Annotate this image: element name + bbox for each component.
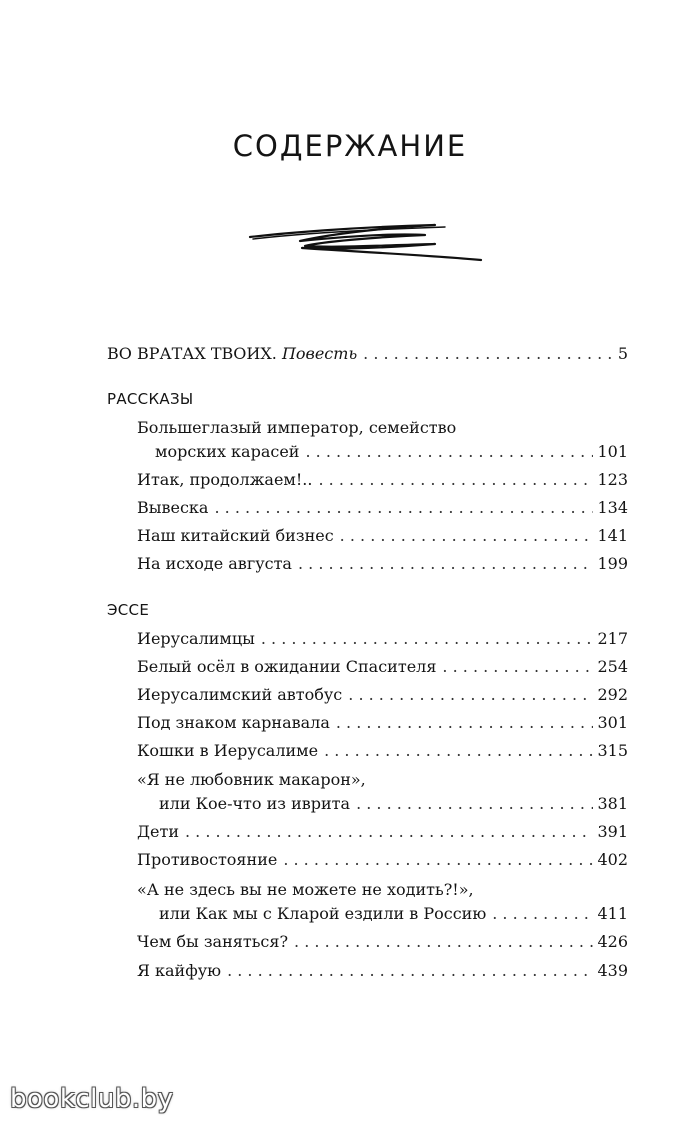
- leader-dots: [227, 960, 593, 982]
- toc-entry: [137, 525, 628, 547]
- toc-entry-title: Дети: [137, 822, 179, 841]
- main-title: ВО ВРАТАХ ТВОИХ.: [107, 344, 277, 363]
- toc-entry: [137, 740, 628, 762]
- toc-entry: [159, 903, 628, 925]
- page-number: 217: [597, 629, 628, 648]
- leader-dots: [214, 497, 593, 519]
- page-number: 134: [597, 498, 628, 517]
- toc-entry: [137, 656, 628, 678]
- toc-entry-title: или Как мы с Кларой ездили в Россию: [159, 904, 487, 923]
- leader-dots: [356, 793, 593, 815]
- toc-entry-title-line1: Большеглазый император, семейство: [137, 418, 457, 437]
- toc-entry: [155, 441, 628, 463]
- toc-entry: [137, 931, 628, 953]
- toc-entry-main: [107, 343, 628, 365]
- leader-dots: [442, 656, 593, 678]
- page-number: 315: [597, 741, 628, 760]
- page-number: 199: [597, 554, 628, 573]
- section-heading-essays: ЭССЕ: [107, 601, 150, 619]
- toc-entry: [137, 960, 628, 982]
- page-number: 123: [597, 470, 628, 489]
- leader-dots: [305, 441, 593, 463]
- toc-entry-title: Чем бы заняться?: [137, 932, 289, 951]
- page-number: 101: [597, 442, 628, 461]
- leader-dots: [340, 525, 594, 547]
- toc-entry-title: Я кайфую: [137, 961, 222, 980]
- leader-dots: [492, 903, 593, 925]
- page-number: 292: [597, 685, 628, 704]
- page-number: 5: [617, 344, 628, 363]
- toc-entry-title: Наш китайский бизнес: [137, 526, 334, 545]
- leader-dots: [318, 469, 593, 491]
- toc-entry-title-line1: «А не здесь вы не можете не ходить?!»,: [137, 880, 474, 899]
- toc-entry-title: Кошки в Иерусалиме: [137, 741, 319, 760]
- leader-dots: [363, 343, 614, 365]
- leader-dots: [298, 553, 593, 575]
- leader-dots: [185, 821, 593, 843]
- toc-entry-title: Белый осёл в ожидании Спасителя: [137, 657, 437, 676]
- toc-entry: [137, 497, 628, 519]
- page-number: 402: [597, 850, 628, 869]
- toc-entry-title: морских карасей: [155, 442, 300, 461]
- page-title: СОДЕРЖАНИЕ: [232, 129, 468, 163]
- leader-dots: [283, 849, 593, 871]
- watermark: bookclub.by: [10, 1084, 174, 1114]
- page-number: 301: [597, 713, 628, 732]
- toc-entry-title: Иерусалимский автобус: [137, 685, 343, 704]
- toc-entry-title: или Кое-что из иврита: [159, 794, 351, 813]
- page-number: 391: [597, 822, 628, 841]
- toc-entry: [137, 712, 628, 734]
- main-subtitle: Повесть: [281, 344, 358, 363]
- leader-dots: [324, 740, 593, 762]
- toc-entry: [137, 684, 628, 706]
- toc-entry-title: Под знаком карнавала: [137, 713, 330, 732]
- toc-entry-title: Противостояние: [137, 850, 278, 869]
- toc-entry: [137, 849, 628, 871]
- section-heading-stories: РАССКАЗЫ: [107, 390, 194, 408]
- toc-entry: [137, 553, 628, 575]
- toc-entry-title: На исходе августа: [137, 554, 292, 573]
- page-number: 426: [597, 932, 628, 951]
- page-number: 141: [597, 526, 628, 545]
- page-number: 381: [597, 794, 628, 813]
- toc-entry-title: Иерусалимцы: [137, 629, 255, 648]
- leader-dots: [294, 931, 593, 953]
- toc-entry: [137, 628, 628, 650]
- page-number: 439: [597, 961, 628, 980]
- leader-dots: [261, 628, 594, 650]
- toc-entry-title: [107, 343, 357, 365]
- toc-entry-title: Итак, продолжаем!..: [137, 470, 313, 489]
- toc-entry: [137, 469, 628, 491]
- page-number: 254: [597, 657, 628, 676]
- leader-dots: [336, 712, 594, 734]
- toc-entry-title-line1: «Я не любовник макарон»,: [137, 770, 366, 789]
- toc-entry: [137, 821, 628, 843]
- toc-entry-title: Вывеска: [137, 498, 209, 517]
- page-number: 411: [597, 904, 628, 923]
- leader-dots: [348, 684, 593, 706]
- toc-entry: [159, 793, 628, 815]
